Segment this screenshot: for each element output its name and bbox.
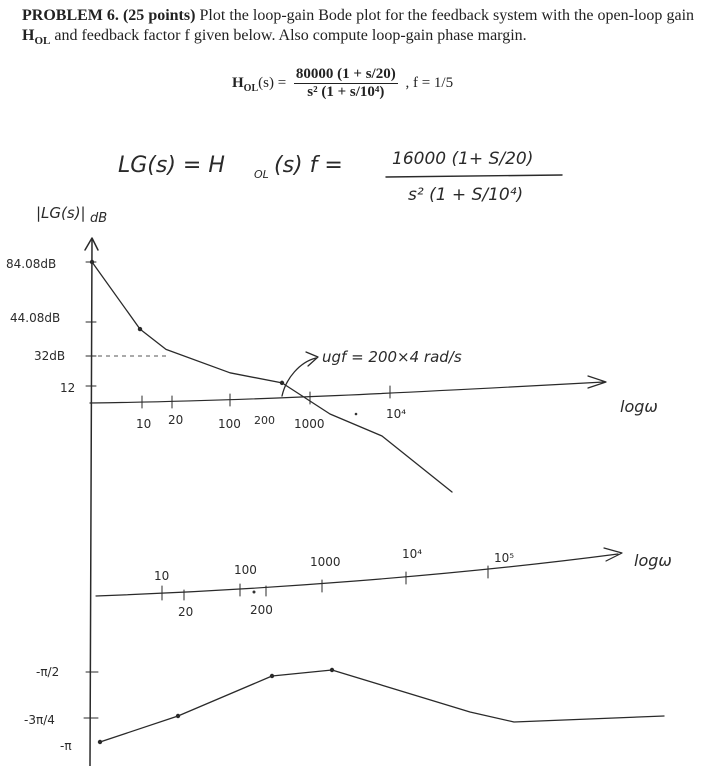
x-tick-label: 100 bbox=[218, 417, 241, 431]
lg-expr-sub: OL bbox=[254, 168, 269, 181]
problem-text-1: Plot the loop-gain Bode plot for the feedback system with the open-loop gain bbox=[199, 7, 695, 24]
eq-lhs-arg: (s) = bbox=[258, 74, 287, 91]
vertical-axis bbox=[90, 240, 92, 766]
x-tick-label: 10⁵ bbox=[494, 551, 515, 565]
x-tick-label: 10⁴ bbox=[402, 547, 423, 561]
problem-text-2: and feedback factor f given below. Also compute loop-gain phase margin. bbox=[54, 27, 527, 44]
x-axis-label-bottom: logω bbox=[634, 551, 672, 570]
mag-axis-label: |LG(s)| bbox=[36, 204, 86, 222]
eq-lhs: H bbox=[232, 74, 244, 91]
x-tick-label: 200 bbox=[254, 414, 275, 427]
phase-curve-point bbox=[176, 714, 180, 718]
x-tick-label: 200 bbox=[250, 603, 273, 617]
eq-denominator: s² (1 + s/10⁴) bbox=[307, 84, 385, 100]
phase-curve-point bbox=[330, 668, 334, 672]
x-axis-label-top: logω bbox=[620, 397, 658, 416]
lg-expr-mid: (s) f = bbox=[274, 153, 343, 178]
y-tick-label: -π bbox=[60, 739, 72, 753]
ugf-label: ugf = 200×4 rad/s bbox=[322, 348, 462, 366]
phase-x-axis bbox=[96, 554, 618, 596]
x-tick-label: 20 bbox=[168, 413, 184, 427]
phase-axis-dot bbox=[253, 591, 256, 594]
phase-y-ticks bbox=[24, 665, 98, 753]
hol-sub: OL bbox=[34, 35, 51, 48]
y-tick-label: -π/2 bbox=[36, 665, 60, 679]
lg-denominator: s² (1 + S/10⁴) bbox=[408, 185, 524, 205]
lg-fraction-bar bbox=[386, 175, 562, 177]
x-tick-label: 10 bbox=[154, 569, 170, 583]
eq-lhs-sub: OL bbox=[243, 82, 259, 94]
hol-label: H bbox=[22, 27, 35, 44]
phase-curve-point bbox=[270, 674, 274, 678]
magnitude-curve-line bbox=[92, 262, 452, 492]
eq-numerator: 80000 (1 + s/20) bbox=[295, 66, 396, 82]
phase-curve bbox=[98, 668, 664, 744]
y-tick-label: 84.08dB bbox=[6, 257, 57, 271]
stray-dot bbox=[355, 413, 358, 416]
phase-curve-point bbox=[98, 740, 102, 744]
x-tick-label: 1000 bbox=[310, 555, 341, 569]
magnitude-y-ticks bbox=[6, 257, 168, 395]
x-tick-label: 20 bbox=[178, 605, 194, 619]
y-tick-label: -3π/4 bbox=[24, 713, 55, 727]
y-tick-label: 12 bbox=[60, 381, 76, 395]
eq-f-part: , f = 1/5 bbox=[405, 74, 454, 91]
magnitude-curve-point bbox=[280, 381, 284, 385]
ugf-annotation bbox=[282, 348, 462, 396]
lg-expression bbox=[118, 149, 562, 205]
x-tick-label: 1000 bbox=[294, 417, 325, 431]
magnitude-x-axis bbox=[90, 382, 604, 403]
x-tick-label: 100 bbox=[234, 563, 257, 577]
lg-numerator: 16000 (1+ S/20) bbox=[392, 149, 534, 169]
mag-axis-unit: dB bbox=[90, 211, 108, 226]
x-tick-label: 10 bbox=[136, 417, 152, 431]
y-tick-label: 44.08dB bbox=[10, 311, 61, 325]
phase-curve-line bbox=[100, 670, 664, 742]
phase-axes bbox=[96, 547, 672, 619]
problem-heading: PROBLEM 6. (25 points) bbox=[22, 7, 196, 24]
magnitude-curve-point bbox=[90, 260, 94, 264]
magnitude-curve-point bbox=[138, 327, 142, 331]
magnitude-axes bbox=[85, 238, 658, 766]
y-tick-label: 32dB bbox=[34, 349, 66, 363]
magnitude-curve bbox=[90, 260, 452, 492]
magnitude-axis-label bbox=[36, 204, 107, 226]
x-tick-label: 10⁴ bbox=[386, 407, 407, 421]
magnitude-x-ticks bbox=[136, 386, 406, 431]
lg-expr-lhs: LG(s) = H bbox=[118, 153, 225, 178]
